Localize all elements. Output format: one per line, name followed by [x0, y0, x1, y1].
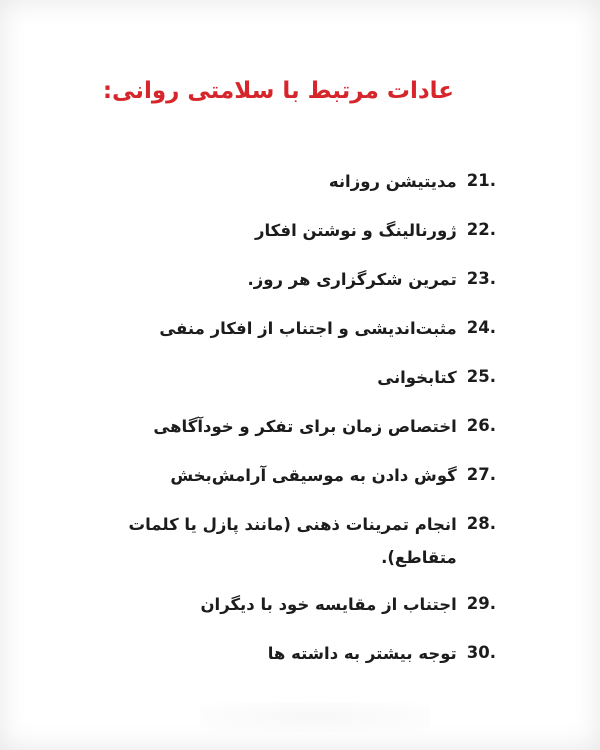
list-item — [106, 640, 496, 670]
list-item — [106, 217, 496, 247]
item-text: ژورنالینگ و نوشتن افکار — [254, 221, 457, 240]
item-text: انجام تمرینات ذهنی (مانند پازل یا کلمات متقاطع). — [128, 515, 457, 567]
item-text: توجه بیشتر به داشته ها — [267, 644, 457, 663]
item-text: تمرین شکرگزاری هر روز. — [247, 270, 457, 289]
list-item — [106, 591, 496, 621]
item-text: مدیتیشن روزانه — [328, 172, 457, 191]
item-text: کتابخوانی — [377, 368, 457, 387]
item-number: 22. — [466, 220, 496, 239]
list-item — [106, 413, 496, 443]
item-text: اختصاص زمان برای تفکر و خودآگاهی — [153, 417, 457, 436]
item-number: 28. — [466, 514, 496, 533]
item-number: 21. — [466, 171, 496, 190]
list-item — [106, 364, 496, 394]
habits-list — [106, 168, 496, 689]
item-number: 29. — [466, 594, 496, 613]
item-text: گوش دادن به موسیقی آرامش‌بخش — [170, 466, 457, 485]
item-number: 30. — [466, 643, 496, 662]
item-number: 26. — [466, 416, 496, 435]
item-number: 24. — [466, 318, 496, 337]
item-text: مثبت‌اندیشی و اجتناب از افکار منفی — [159, 319, 457, 338]
list-item — [106, 168, 496, 198]
item-text: اجتناب از مقایسه خود با دیگران — [200, 595, 457, 614]
page-title: عادات مرتبط با سلامتی روانی: — [102, 78, 454, 104]
item-number: 23. — [466, 269, 496, 288]
item-number: 27. — [466, 465, 496, 484]
list-item — [106, 266, 496, 296]
list-item — [106, 315, 496, 345]
list-item — [106, 511, 496, 574]
bottom-shadow-decoration — [200, 702, 430, 732]
list-item — [106, 462, 496, 492]
item-number: 25. — [466, 367, 496, 386]
